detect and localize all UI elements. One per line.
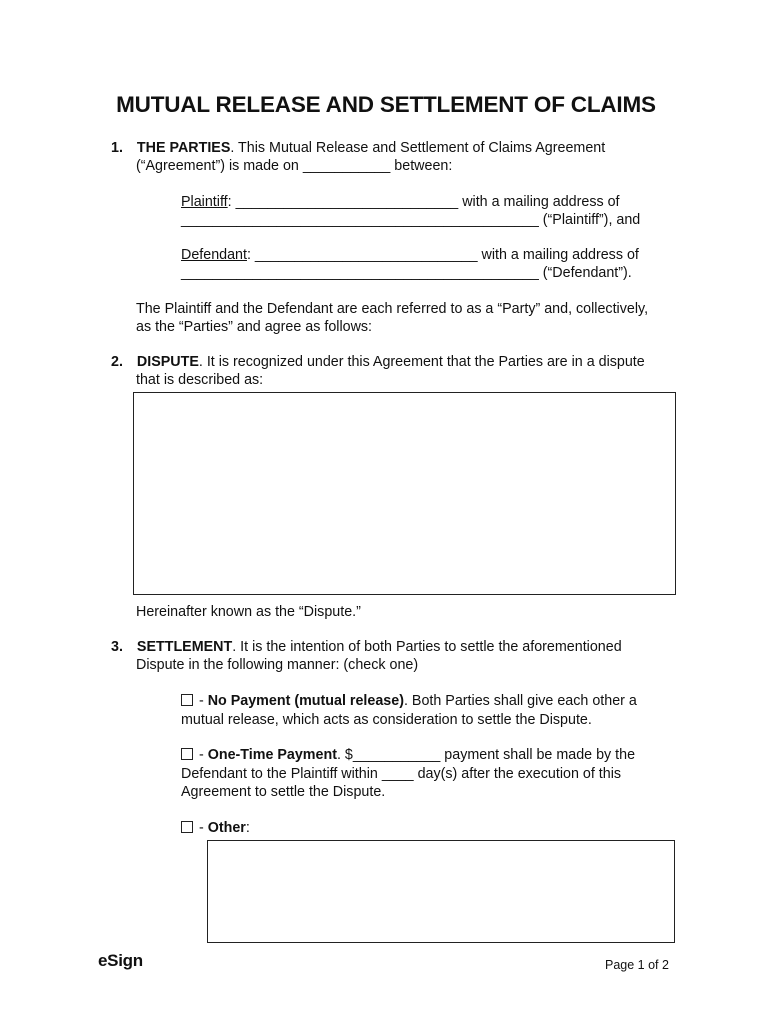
parties-paragraph-1: The Plaintiff and the Defendant are each referred to as a “Party” and, collectively, xyxy=(136,301,649,317)
one-time-payment-checkbox[interactable] xyxy=(181,748,193,760)
dispute-known-as: Hereinafter known as the “Dispute.” xyxy=(136,604,361,620)
no-payment-text-1: . Both Parties shall give each other a xyxy=(403,693,637,709)
one-time-payment-text-1: . $___________ payment shall be made by the xyxy=(336,747,636,763)
option-dash: - xyxy=(195,747,208,763)
document-title: MUTUAL RELEASE AND SETTLEMENT OF CLAIMS xyxy=(116,92,656,117)
section-1-number: 1. xyxy=(111,140,123,156)
defendant-label: Defendant xyxy=(181,247,247,263)
no-payment-text-2: mutual release, which acts as consideration to settle the Dispute. xyxy=(181,712,592,728)
parties-paragraph-2: as the “Parties” and agree as follows: xyxy=(136,319,373,335)
option-one-time-line-1 xyxy=(181,746,635,764)
section-2-text-2: that is described as: xyxy=(136,372,264,388)
section-3-text-1: . It is the intention of both Parties to settle the aforementioned xyxy=(232,639,622,655)
esign-logo: eSign xyxy=(98,951,143,970)
one-time-payment-text-2: Defendant to the Plaintiff within ____ day(s) after the execution of this xyxy=(181,766,622,782)
dispute-description-box[interactable] xyxy=(133,392,676,595)
other-description-box[interactable] xyxy=(207,840,675,943)
section-2-number: 2. xyxy=(111,354,123,370)
section-1-line-1 xyxy=(111,139,605,157)
option-other-line xyxy=(181,819,250,837)
option-dash: - xyxy=(195,693,208,709)
section-3-heading: SETTLEMENT xyxy=(136,639,233,655)
section-3-number: 3. xyxy=(111,639,123,655)
defendant-address-field[interactable]: _____________________________________________ (“Defendant”). xyxy=(181,265,632,281)
page-number: Page 1 of 2 xyxy=(605,958,669,972)
section-3-line-1 xyxy=(111,638,622,656)
defendant-line-1 xyxy=(181,246,639,264)
section-2-heading: DISPUTE xyxy=(136,354,199,370)
plaintiff-label: Plaintiff xyxy=(181,194,228,210)
plaintiff-line-1 xyxy=(181,193,620,211)
other-colon: : xyxy=(245,820,250,836)
defendant-name-field[interactable]: : ____________________________ with a mailing address of xyxy=(246,247,639,263)
section-2-text-1: . It is recognized under this Agreement that the Parties are in a dispute xyxy=(198,354,645,370)
section-1-heading: THE PARTIES xyxy=(136,140,231,156)
option-dash: - xyxy=(195,820,208,836)
section-1-text-2: (“Agreement”) is made on ___________ between: xyxy=(136,158,453,174)
section-1-text-1: . This Mutual Release and Settlement of Claims Agreement xyxy=(230,140,606,156)
plaintiff-address-field[interactable]: _____________________________________________ (“Plaintiff”), and xyxy=(181,212,641,228)
other-checkbox[interactable] xyxy=(181,821,193,833)
section-3-text-2: Dispute in the following manner: (check one) xyxy=(136,657,419,673)
one-time-payment-heading: One-Time Payment xyxy=(207,747,337,763)
no-payment-checkbox[interactable] xyxy=(181,694,193,706)
one-time-payment-text-3: Agreement to settle the Dispute. xyxy=(181,784,386,800)
section-2-line-1 xyxy=(111,353,645,371)
other-heading: Other xyxy=(207,820,246,836)
no-payment-heading: No Payment (mutual release) xyxy=(207,693,404,709)
plaintiff-name-field[interactable]: : ____________________________ with a mailing address of xyxy=(227,194,620,210)
option-no-payment-line-1 xyxy=(181,692,637,710)
